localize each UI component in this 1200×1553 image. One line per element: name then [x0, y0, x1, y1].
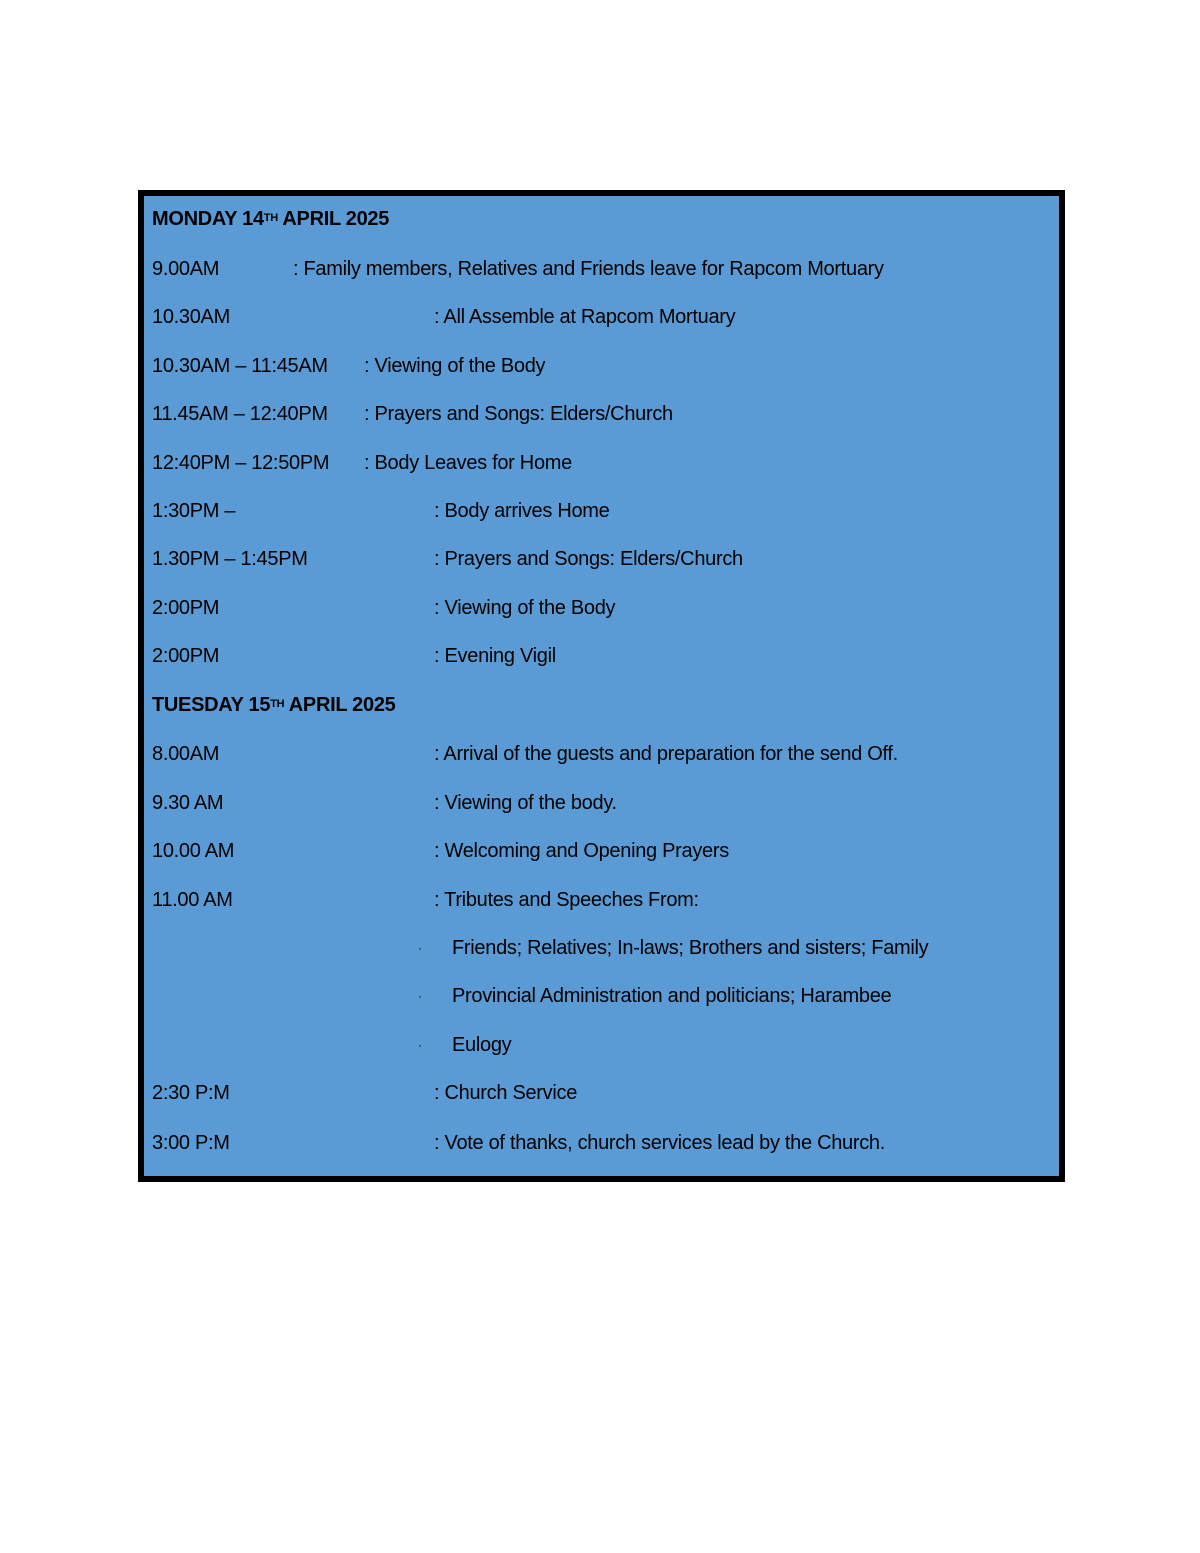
schedule-time: 8.00AM [152, 743, 220, 765]
schedule-description: : Tributes and Speeches From: [434, 889, 699, 911]
day-heading-monday [152, 206, 389, 232]
schedule-description: : Viewing of the Body [364, 355, 546, 377]
schedule-time: 9.00AM [152, 258, 220, 280]
heading-text: TUESDAY 15 [152, 694, 271, 716]
schedule-time: 11.00 AM [152, 889, 233, 911]
day-heading-tuesday [152, 692, 395, 718]
bullet-text: Provincial Administration and politicians; Harambee [452, 985, 892, 1007]
schedule-time: 2:00PM [152, 645, 220, 667]
schedule-description: : Prayers and Songs: Elders/Church [364, 403, 673, 425]
schedule-time: 3:00 P:M [152, 1132, 230, 1154]
schedule-description: : All Assemble at Rapcom Mortuary [434, 306, 736, 328]
schedule-time: 11.45AM – 12:40PM [152, 403, 328, 425]
schedule-time: 10.00 AM [152, 840, 235, 862]
bullet-icon: · [418, 1038, 422, 1052]
bullet-text: Friends; Relatives; In-laws; Brothers and sisters; Family [452, 937, 929, 959]
schedule-time: 2:30 P:M [152, 1082, 230, 1104]
schedule-description: : Viewing of the Body [434, 597, 616, 619]
heading-superscript: TH [270, 698, 285, 710]
schedule-time: 12:40PM – 12:50PM [152, 452, 330, 474]
schedule-time: 1:30PM – [152, 500, 236, 522]
schedule-description: : Body Leaves for Home [364, 452, 572, 474]
bullet-icon: · [418, 989, 422, 1003]
heading-superscript: TH [263, 212, 278, 224]
schedule-time: 10.30AM [152, 306, 230, 328]
schedule-description: : Church Service [434, 1082, 578, 1104]
schedule-description: : Arrival of the guests and preparation for the send Off. [434, 743, 898, 765]
heading-text: MONDAY 14 [152, 208, 264, 230]
heading-text: APRIL 2025 [277, 208, 390, 230]
schedule-description: : Family members, Relatives and Friends leave for Rapcom Mortuary [293, 258, 884, 280]
programme-box [138, 190, 1065, 1182]
schedule-time: 2:00PM [152, 597, 220, 619]
schedule-time: 9.30 AM [152, 792, 224, 814]
schedule-description: : Welcoming and Opening Prayers [434, 840, 729, 862]
schedule-time: 10.30AM – 11:45AM [152, 355, 328, 377]
schedule-description: : Vote of thanks, church services lead by the Church. [434, 1132, 886, 1154]
bullet-icon: · [418, 941, 422, 955]
schedule-description: : Prayers and Songs: Elders/Church [434, 548, 743, 570]
heading-text: APRIL 2025 [284, 694, 396, 716]
bullet-text: Eulogy [452, 1034, 512, 1056]
schedule-description: : Evening Vigil [434, 645, 556, 667]
schedule-description: : Body arrives Home [434, 500, 610, 522]
schedule-time: 1.30PM – 1:45PM [152, 548, 308, 570]
schedule-description: : Viewing of the body. [434, 792, 617, 814]
